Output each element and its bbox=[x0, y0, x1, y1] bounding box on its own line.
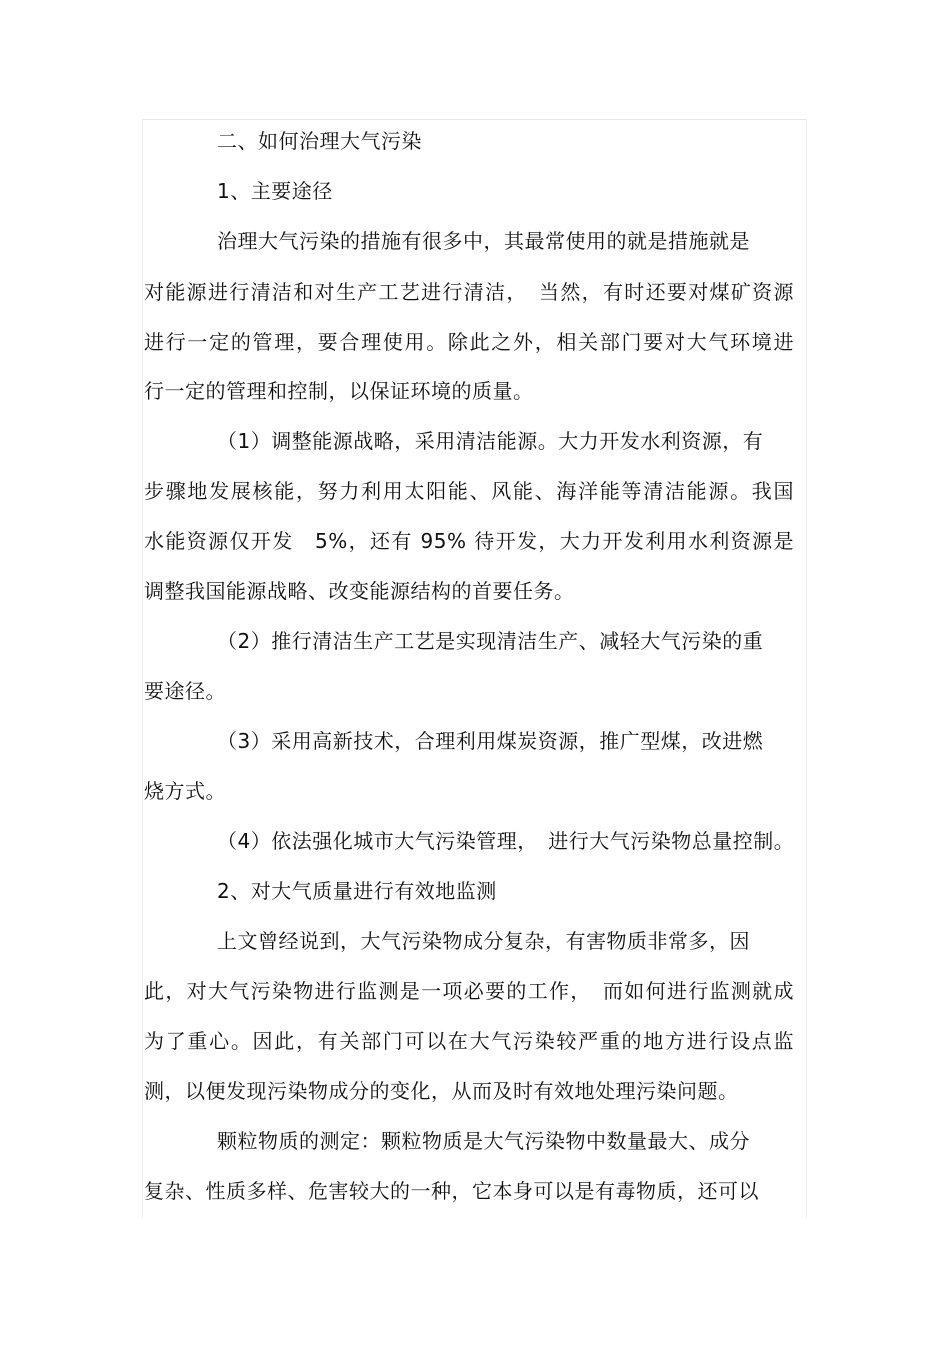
subsection-heading: 1、主要途径 bbox=[217, 179, 333, 203]
paragraph-line: 步骤地发展核能，努力利用太阳能、风能、海洋能等清洁能源。我国 bbox=[144, 479, 794, 503]
list-item-line: （3）采用高新技术，合理利用煤炭资源，推广型煤，改进燃 bbox=[217, 729, 764, 753]
list-item-line: （4）依法强化城市大气污染管理， 进行大气污染物总量控制。 bbox=[217, 829, 795, 853]
paragraph-line: 复杂、性质多样、危害较大的一种，它本身可以是有毒物质，还可以 bbox=[144, 1179, 759, 1203]
list-item-line: （2）推行清洁生产工艺是实现清洁生产、减轻大气污染的重 bbox=[217, 629, 764, 653]
subsection-heading: 2、对大气质量进行有效地监测 bbox=[217, 879, 497, 903]
paragraph-line: 颗粒物质的测定：颗粒物质是大气污染物中数量最大、成分 bbox=[217, 1129, 750, 1153]
paragraph-line: 上文曾经说到，大气污染物成分复杂，有害物质非常多，因 bbox=[217, 929, 750, 953]
list-item-line: （1）调整能源战略，采用清洁能源。大力开发水利资源，有 bbox=[217, 429, 764, 453]
paragraph-line: 调整我国能源战略、改变能源结构的首要任务。 bbox=[144, 579, 575, 603]
paragraph-line: 对能源进行清洁和对生产工艺进行清洁， 当然，有时还要对煤矿资源 bbox=[144, 280, 794, 304]
paragraph-line: 烧方式。 bbox=[144, 779, 226, 803]
paragraph-line: 此，对大气污染物进行监测是一项必要的工作， 而如何进行监测就成 bbox=[144, 979, 794, 1003]
paragraph-line: 治理大气污染的措施有很多中，其最常使用的就是措施就是 bbox=[217, 229, 750, 253]
paragraph-line: 行一定的管理和控制，以保证环境的质量。 bbox=[144, 379, 534, 403]
paragraph-line: 水能资源仅开发 5%，还有 95% 待开发，大力开发利用水利资源是 bbox=[144, 529, 794, 553]
paragraph-line: 进行一定的管理，要合理使用。除此之外，相关部门要对大气环境进 bbox=[144, 330, 794, 354]
paragraph-line: 要途径。 bbox=[144, 679, 226, 703]
paragraph-line: 测，以便发现污染物成分的变化，从而及时有效地处理污染问题。 bbox=[144, 1079, 739, 1103]
paragraph-line: 为了重心。因此，有关部门可以在大气污染较严重的地方进行设点监 bbox=[144, 1029, 794, 1053]
section-heading: 二、如何治理大气污染 bbox=[217, 129, 422, 153]
